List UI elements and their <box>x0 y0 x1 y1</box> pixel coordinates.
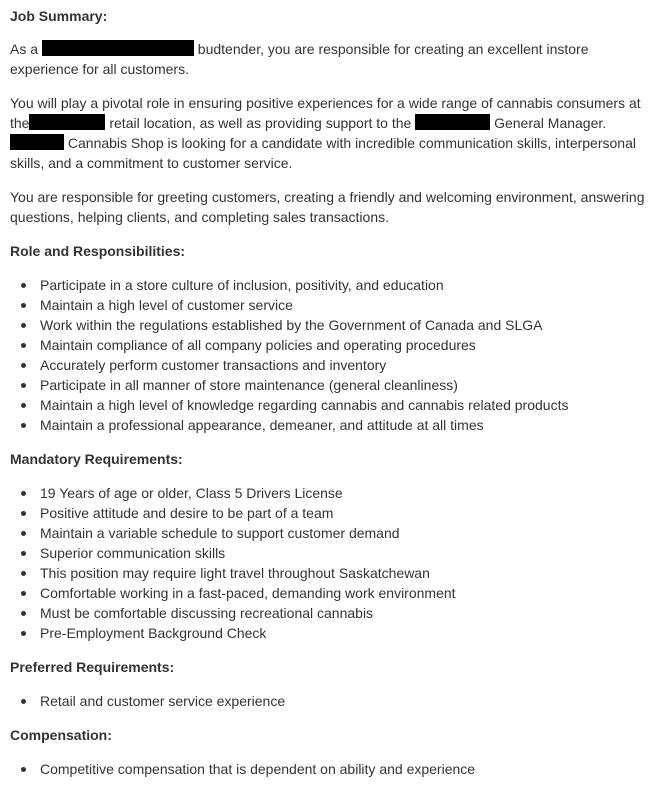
list-item: Maintain compliance of all company policies and operating procedures <box>40 335 665 355</box>
list-item: Must be comfortable discussing recreational cannabis <box>40 603 665 623</box>
list-item: Competitive compensation that is dependent on ability and experience <box>40 759 665 779</box>
summary-p2-d: Cannabis Shop is looking for a candidate with incredible communication skills, interpersonal skills, and a commitment to customer service. <box>10 135 636 171</box>
roles-list <box>0 275 665 435</box>
list-item: This position may require light travel throughout Saskatchewan <box>40 563 665 583</box>
list-item: Accurately perform customer transactions and inventory <box>40 355 665 375</box>
list-item: Maintain a professional appearance, demeaner, and attitude at all times <box>40 415 665 435</box>
list-item: Superior communication skills <box>40 543 665 563</box>
job-summary-heading: Job Summary: <box>10 8 108 24</box>
list-item: 19 Years of age or older, Class 5 Drivers License <box>40 483 665 503</box>
list-item: Participate in all manner of store maintenance (general cleanliness) <box>40 375 665 395</box>
summary-p1-after: budtender, you are responsible for creating an excellent instore experience for all customers. <box>10 41 589 77</box>
list-item: Pre-Employment Background Check <box>40 623 665 643</box>
list-item: Participate in a store culture of inclusion, positivity, and education <box>40 275 665 295</box>
list-item: Comfortable working in a fast-paced, demanding work environment <box>40 583 665 603</box>
list-item: Maintain a variable schedule to support customer demand <box>40 523 665 543</box>
list-item: Positive attitude and desire to be part of a team <box>40 503 665 523</box>
redaction-bar <box>10 134 64 150</box>
summary-paragraph-3: You are responsible for greeting customers, creating a friendly and welcoming environment, answering questions, helping clients, and completing sales transactions. <box>10 189 645 225</box>
summary-p2-b: retail location, as well as providing support to the <box>109 115 412 131</box>
redaction-bar <box>29 114 105 130</box>
summary-paragraph-1 <box>10 39 650 79</box>
list-item: Maintain a high level of customer service <box>40 295 665 315</box>
summary-paragraph-2 <box>10 93 650 173</box>
summary-p2-a: You will play a pivotal role in ensuring positive experiences for a wide range of cannabis consumers at the <box>10 95 641 131</box>
compensation-heading: Compensation: <box>10 727 112 743</box>
list-item: Retail and customer service experience <box>40 691 665 711</box>
roles-heading: Role and Responsibilities: <box>10 243 186 259</box>
compensation-list <box>0 759 665 779</box>
redaction-bar <box>42 40 194 56</box>
summary-p1-before: As a <box>10 41 39 57</box>
preferred-list <box>0 691 665 711</box>
list-item: Work within the regulations established by the Government of Canada and SLGA <box>40 315 665 335</box>
preferred-heading: Preferred Requirements: <box>10 659 175 675</box>
mandatory-list <box>0 483 665 643</box>
redaction-bar <box>415 114 490 130</box>
summary-p2-c: General Manager. <box>494 115 607 131</box>
list-item: Maintain a high level of knowledge regarding cannabis and cannabis related products <box>40 395 665 415</box>
mandatory-heading: Mandatory Requirements: <box>10 451 183 467</box>
